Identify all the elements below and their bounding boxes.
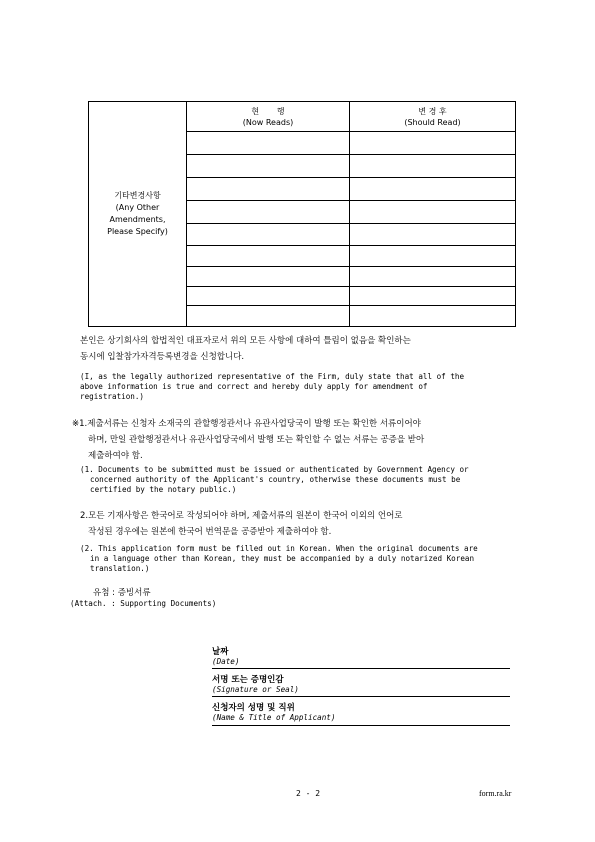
- amendment-label-cell: [89, 102, 187, 327]
- should-read-cell[interactable]: [350, 266, 516, 287]
- now-reads-cell[interactable]: [187, 200, 350, 223]
- signature-field: [212, 673, 512, 694]
- should-read-cell[interactable]: [350, 155, 516, 178]
- signature-block: [212, 645, 512, 666]
- now-reads-cell[interactable]: [187, 223, 350, 245]
- should-read-cell[interactable]: [350, 223, 516, 245]
- note-2-english: (2. This application form must be filled out in Korean. When the original documents are in a language other than Korean, they must be accompanied by a duly notarized Korean translation.): [80, 544, 478, 573]
- now-reads-cell[interactable]: [187, 306, 350, 327]
- now-reads-cell[interactable]: [187, 132, 350, 155]
- should-read-cell[interactable]: [350, 245, 516, 266]
- amendment-label: 기타변경사항 (Any Other Amendments, Please Specify): [107, 191, 168, 236]
- applicant-name-label: 신청자의 성명 및 직위: [212, 703, 295, 713]
- signature-label: 서명 또는 증명인감: [212, 675, 284, 685]
- should-read-cell[interactable]: [350, 287, 516, 306]
- now-reads-cell[interactable]: [187, 287, 350, 306]
- now-reads-cell[interactable]: [187, 266, 350, 287]
- now-reads-cell[interactable]: [187, 178, 350, 201]
- date-label: 날짜: [212, 647, 229, 657]
- statement-english: (I, as the legally authorized representative of the Firm, duly state that all of the above information is true and correct and hereby duly apply for amendment of registration.): [80, 372, 465, 401]
- date-label-en: (Date): [212, 657, 240, 666]
- note-1-korean: ※1.제출서류는 신청자 소재국의 관할행정관서나 유관사업당국이 발행 또는 확인한 서류이어야 하며, 만일 관할행정관서나 유관사업당국에서 발행 또는 확인할 수 없는 서류는 공증을 받아 제출하여야 함.: [72, 419, 425, 461]
- should-read-cell[interactable]: [350, 178, 516, 201]
- attach-korean: 유첨 : 증빙서류: [93, 588, 151, 598]
- date-line[interactable]: [212, 668, 510, 669]
- now-reads-cell[interactable]: [187, 245, 350, 266]
- attach-english: (Attach. : Supporting Documents): [70, 599, 217, 608]
- now-reads-cell[interactable]: [187, 155, 350, 178]
- amendment-table: [88, 101, 516, 327]
- applicant-name-label-en: (Name & Title of Applicant): [212, 713, 336, 722]
- statement-korean: 본인은 상기회사의 합법적인 대표자로서 위의 모든 사항에 대하여 틀림이 없음을 확인하는 동시에 입찰참가자격등록변경을 신청합니다.: [80, 336, 411, 362]
- applicant-field: [212, 701, 512, 722]
- note-1-english: (1. Documents to be submitted must be issued or authenticated by Government Agency or concerned authority of the Applicant's country, otherwise these documents must be certified by the notary public.): [80, 465, 469, 494]
- header-now-reads: 현 행 (Now Reads): [187, 102, 350, 132]
- should-read-cell[interactable]: [350, 132, 516, 155]
- should-read-cell[interactable]: [350, 200, 516, 223]
- signature-label-en: (Signature or Seal): [212, 685, 299, 694]
- header-should-read: 변 경 후 (Should Read): [350, 102, 516, 132]
- applicant-line[interactable]: [212, 725, 510, 726]
- signature-line[interactable]: [212, 696, 510, 697]
- site-mark: form.ra.kr: [479, 789, 512, 798]
- note-2-korean: 2.모든 기재사항은 한국어로 작성되어야 하며, 제출서류의 원본이 한국어 이외의 언어로 작성된 경우에는 원본에 한국어 번역문을 공증받아 제출하여야 함.: [80, 511, 403, 537]
- page-number: 2 - 2: [296, 789, 321, 798]
- should-read-cell[interactable]: [350, 306, 516, 327]
